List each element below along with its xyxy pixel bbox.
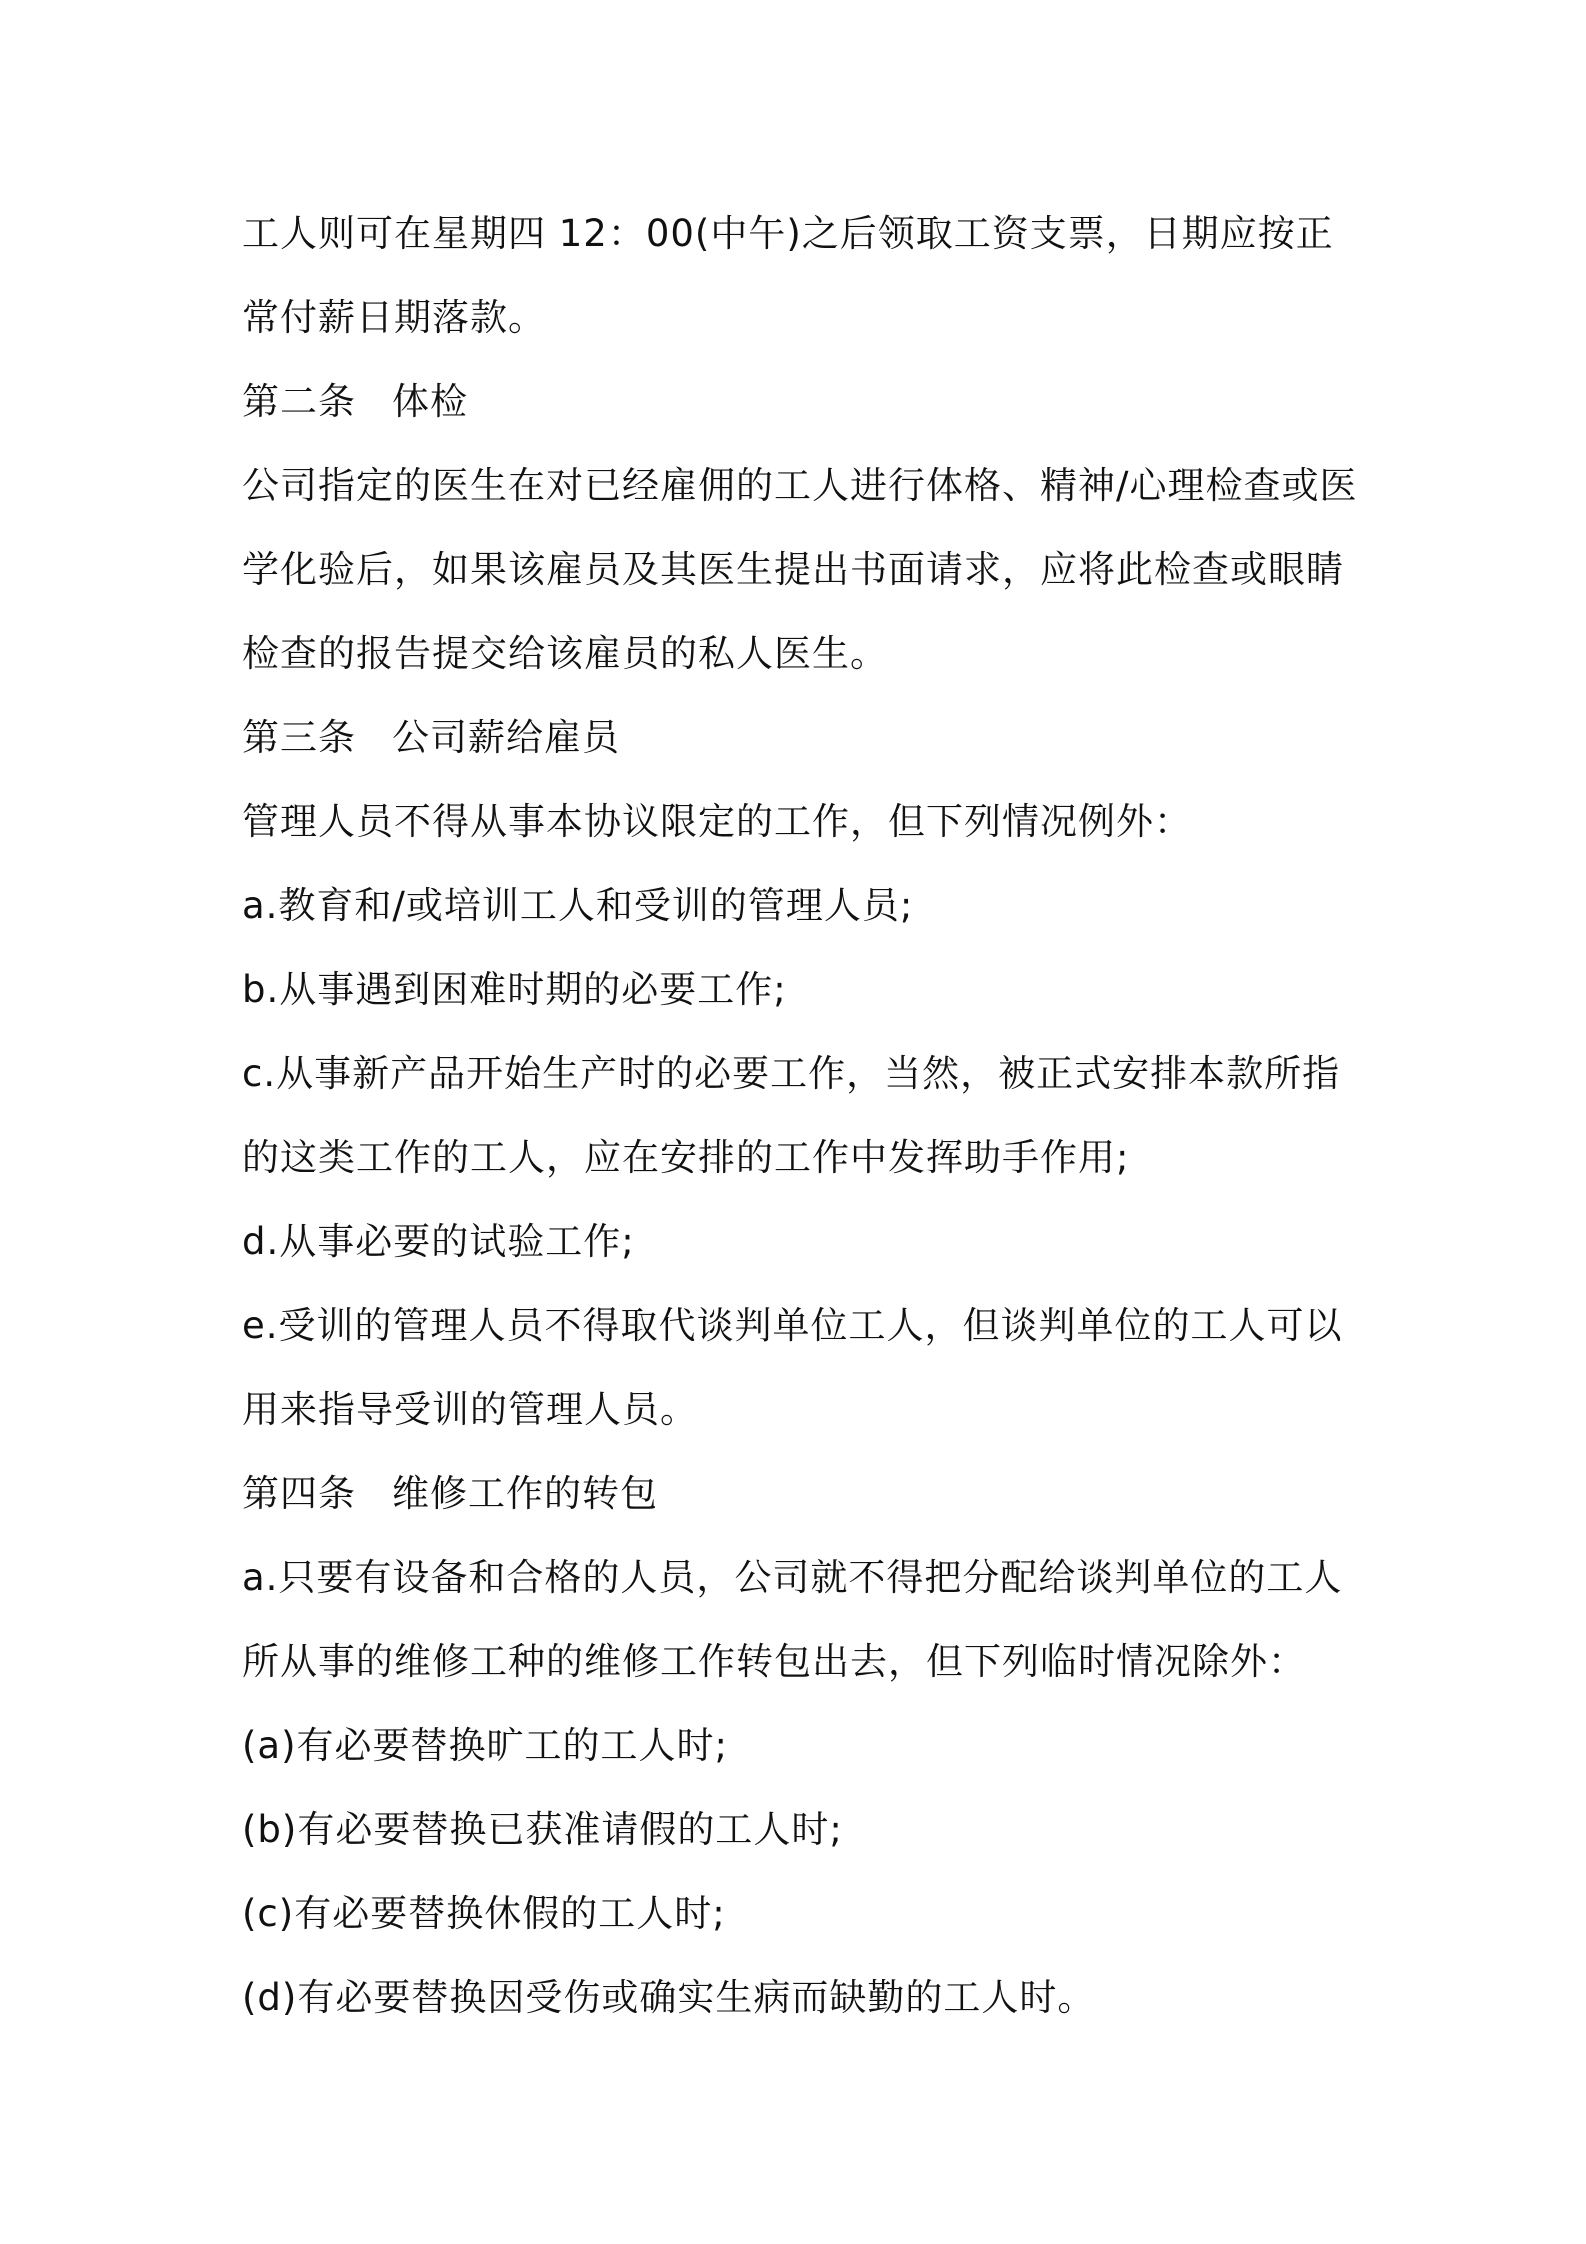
document-body — [242, 192, 1362, 2040]
paragraph: 工人则可在星期四 12：00(中午)之后领取工资支票，日期应按正常付薪日期落款。 — [242, 212, 1334, 339]
article-number: 第四条 — [242, 1472, 356, 1515]
sub-list-item: (c)有必要替换休假的工人时; — [242, 1892, 726, 1935]
list-item: d.从事必要的试验工作; — [242, 1220, 635, 1263]
article-heading — [242, 360, 1362, 444]
sub-list-item: (a)有必要替换旷工的工人时; — [242, 1724, 729, 1767]
list-item: a.只要有设备和合格的人员，公司就不得把分配给谈判单位的工人所从事的维修工种的维修工作转包出去，但下列临时情况除外： — [242, 1556, 1343, 1683]
article-title: 维修工作的转包 — [392, 1472, 658, 1515]
article-number: 第二条 — [242, 380, 356, 423]
article-title: 体检 — [392, 380, 468, 423]
paragraph: 公司指定的医生在对已经雇佣的工人进行体格、精神/心理检查或医学化验后，如果该雇员及其医生提出书面请求，应将此检查或眼睛检查的报告提交给该雇员的私人医生。 — [242, 464, 1358, 675]
article-heading — [242, 696, 1362, 780]
list-item: b.从事遇到困难时期的必要工作; — [242, 968, 787, 1011]
sub-list-item: (d)有必要替换因受伤或确实生病而缺勤的工人时。 — [242, 1976, 1096, 2019]
list-item: a.教育和/或培训工人和受训的管理人员; — [242, 884, 914, 927]
list-item: c.从事新产品开始生产时的必要工作，当然，被正式安排本款所指的这类工作的工人，应在安排的工作中发挥助手作用; — [242, 1052, 1341, 1179]
article-title: 公司薪给雇员 — [392, 716, 620, 759]
list-item: e.受训的管理人员不得取代谈判单位工人，但谈判单位的工人可以用来指导受训的管理人员。 — [242, 1304, 1343, 1431]
paragraph: 管理人员不得从事本协议限定的工作，但下列情况例外： — [242, 800, 1192, 843]
sub-list-item: (b)有必要替换已获准请假的工人时; — [242, 1808, 843, 1851]
article-number: 第三条 — [242, 716, 356, 759]
article-heading — [242, 1452, 1362, 1536]
